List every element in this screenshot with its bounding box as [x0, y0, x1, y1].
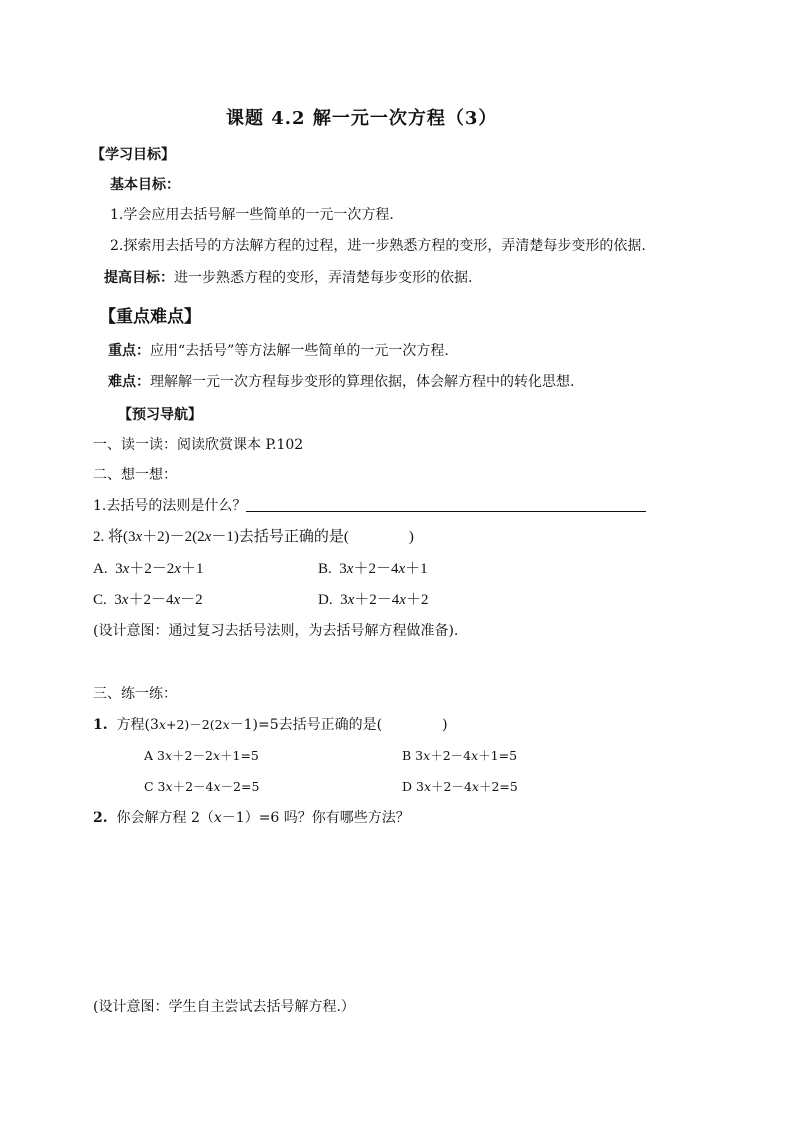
option-part: －2=5 — [220, 779, 260, 794]
option-part: ＋2－4 — [353, 561, 399, 577]
p1-close: ) — [442, 717, 448, 733]
option-part: ＋2－4 — [430, 748, 472, 763]
question-1 — [93, 497, 646, 515]
var-x: x — [423, 748, 431, 763]
option-part: ＋2－2 — [172, 748, 213, 763]
option-part: ＋2－2 — [129, 561, 175, 577]
option-part: ＋1=5 — [478, 748, 518, 763]
p2-prefix: 你会解方程 2（ — [116, 810, 214, 826]
p1-mid2: －1)=5去括号正确的是( — [229, 717, 383, 733]
option-part: ＋2－4 — [354, 592, 400, 608]
var-x: x — [173, 592, 181, 608]
practice-2 — [93, 809, 410, 827]
option-part: ＋2－4 — [431, 779, 472, 794]
var-x: x — [165, 779, 173, 794]
p2-num: 2. — [93, 810, 108, 826]
practice-option-A[interactable] — [144, 748, 259, 764]
advanced-goal-label: 提高目标： — [104, 270, 174, 286]
var-x: x — [347, 592, 355, 608]
var-x: x — [346, 561, 354, 577]
difficulty-label: 难点： — [108, 374, 150, 390]
basic-goal-1: 1.学会应用去括号解一些简单的一元一次方程. — [110, 207, 394, 223]
var-x: x — [122, 561, 130, 577]
var-x: x — [158, 717, 166, 732]
option-part: ＋1 — [405, 561, 428, 577]
option-part: ＋2－4 — [128, 592, 174, 608]
practice-1 — [93, 716, 448, 734]
question-1-text: 1.去括号的法则是什么？ — [93, 498, 247, 514]
answer-blank[interactable] — [246, 497, 646, 512]
option-part: 3 — [114, 592, 122, 608]
var-x: x — [399, 592, 406, 608]
p1-mid1: +2)－2(2 — [165, 717, 223, 732]
basic-goal-2: 2.探索用去括号的方法解方程的过程，进一步熟悉方程的变形，弄清楚每步变形的依据. — [110, 238, 646, 254]
var-x: x — [204, 529, 212, 545]
question-2 — [93, 528, 414, 546]
var-x: x — [135, 529, 143, 545]
var-x: x — [174, 561, 181, 577]
option-part: ＋1 — [180, 561, 204, 577]
design-intent-2: (设计意图：学生自主尝试去括号解方程.） — [93, 999, 355, 1015]
practice-heading: 三、练一练： — [93, 686, 177, 702]
option-part: 3 — [339, 561, 347, 577]
q2-mid1: ＋2)－2(2 — [142, 529, 205, 545]
option-part: ＋2 — [405, 592, 429, 608]
practice-option-D[interactable] — [402, 779, 518, 795]
option-part: －2 — [180, 592, 203, 608]
option-part: B 3 — [402, 748, 424, 763]
q2-mid2: －1)去括号正确的是( — [211, 529, 349, 545]
option-part: C 3 — [144, 779, 166, 794]
var-x: x — [121, 592, 129, 608]
section-learning-goals: 【学习目标】 — [91, 147, 175, 163]
option-label: D. — [318, 592, 333, 608]
option-part: 3 — [340, 592, 348, 608]
option-part: ＋2=5 — [478, 779, 518, 794]
var-x: x — [164, 748, 173, 763]
var-x: x — [398, 561, 406, 577]
key-label: 重点： — [108, 343, 150, 359]
think-heading: 二、想一想： — [93, 467, 177, 483]
option-B[interactable] — [318, 560, 428, 578]
option-label: A. — [93, 561, 108, 577]
key-point — [108, 342, 449, 360]
option-part: D 3 — [402, 779, 424, 794]
advanced-goal — [104, 269, 472, 287]
var-x: x — [212, 748, 220, 763]
q2-prefix: 2. 将(3 — [93, 529, 136, 545]
section-key-difficulty: 【重点难点】 — [99, 307, 201, 327]
var-x: x — [423, 779, 432, 794]
read-line: 一、读一读：阅读欣赏课本 P.102 — [93, 437, 304, 453]
difficulty-text: 理解解一元一次方程每步变形的算理依据，体会解方程中的转化思想. — [150, 374, 575, 390]
p1-prefix: 方程(3 — [116, 717, 159, 733]
option-A[interactable] — [93, 560, 203, 578]
section-preview: 【预习导航】 — [118, 407, 202, 423]
option-C[interactable] — [93, 591, 203, 609]
option-part: A 3 — [144, 748, 165, 763]
option-D[interactable] — [318, 591, 428, 609]
practice-option-C[interactable] — [144, 779, 259, 795]
basic-goal-label: 基本目标： — [110, 177, 180, 193]
p1-num: 1. — [93, 717, 108, 733]
var-x: x — [222, 717, 230, 732]
advanced-goal-text: 进一步熟悉方程的变形，弄清楚每步变形的依据. — [174, 270, 473, 286]
var-x: x — [471, 779, 479, 794]
p2-suffix: －1）=6 吗？你有哪些方法？ — [221, 810, 410, 826]
var-x: x — [213, 810, 222, 826]
var-x: x — [213, 779, 221, 794]
page-title: 课题 4.2 解一元一次方程（3） — [226, 108, 498, 129]
design-intent-1: (设计意图：通过复习去括号法则，为去括号解方程做准备). — [93, 623, 459, 639]
key-text: 应用“去括号”等方法解一些简单的一元一次方程. — [150, 343, 449, 359]
option-part: ＋1=5 — [220, 748, 259, 763]
practice-option-B[interactable] — [402, 748, 517, 764]
q2-close: ) — [408, 529, 414, 545]
option-part: ＋2－4 — [172, 779, 214, 794]
option-label: C. — [93, 592, 107, 608]
difficulty-point — [108, 373, 574, 391]
option-part: 3 — [115, 561, 123, 577]
option-label: B. — [318, 561, 332, 577]
var-x: x — [471, 748, 479, 763]
